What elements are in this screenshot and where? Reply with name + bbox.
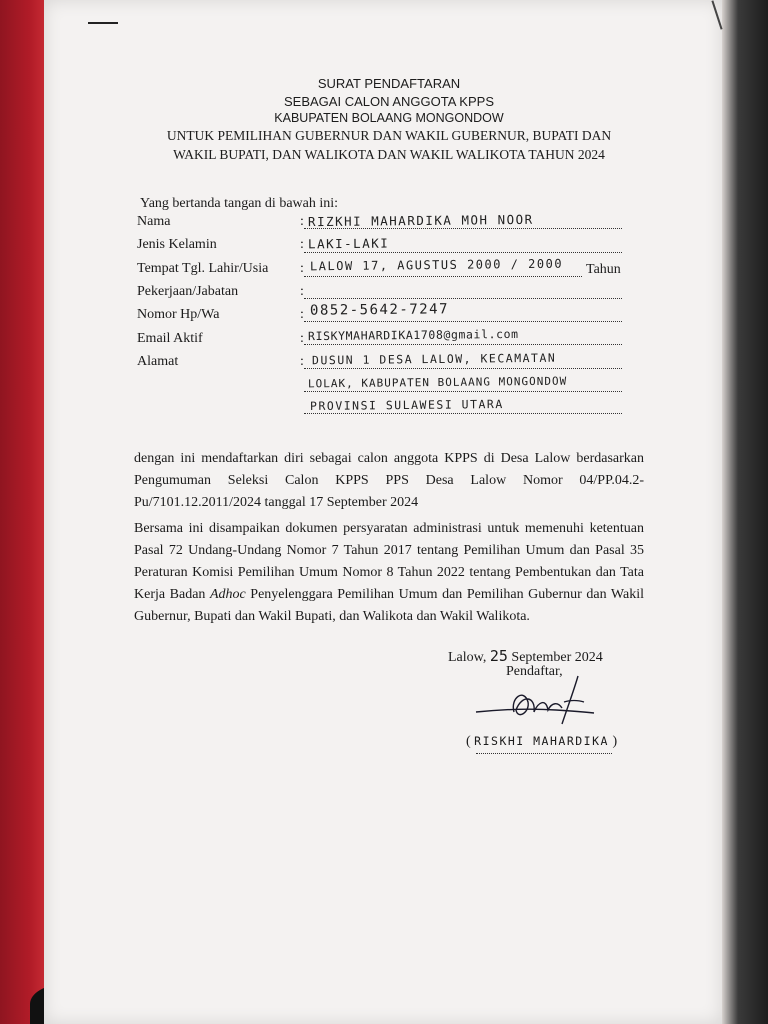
colon: : bbox=[300, 331, 304, 346]
doc-region: KABUPATEN BOLAANG MONGONDOW bbox=[274, 111, 504, 125]
value-alamat-line2: LOLAK, KABUPATEN BOLAANG MONGONDOW bbox=[307, 374, 568, 391]
value-jenis-kelamin: LAKI-LAKI bbox=[307, 235, 390, 252]
registration-paragraph bbox=[134, 448, 644, 514]
paren-open: ( bbox=[466, 734, 471, 749]
documents-paragraph bbox=[134, 518, 644, 628]
colon: : bbox=[300, 307, 304, 322]
dotted-line bbox=[304, 228, 622, 229]
label-nama: Nama bbox=[137, 214, 171, 229]
signer-name bbox=[466, 734, 617, 750]
value-alamat-line3: PROVINSI SULAWESI UTARA bbox=[309, 396, 504, 414]
doc-subtitle: SEBAGAI CALON ANGGOTA KPPS bbox=[284, 94, 494, 109]
signature-image bbox=[466, 672, 606, 732]
documents-text-part1: Bersama ini disampaikan dokumen persyaratan administrasi untuk memenuhi ketentuan Pasal 72 Undang-Undang Nomor 7 Tahun 2017 tentang Pemilihan Umum dan Pasal 35 Peraturan Komisi Pemilihan Umum Nomor 8 Tahun 2022 tentang Pembentukan dan Tata Kerja Badan bbox=[134, 521, 644, 602]
dotted-line bbox=[304, 413, 622, 414]
dotted-line bbox=[304, 344, 622, 345]
dotted-line bbox=[304, 321, 622, 322]
colon: : bbox=[300, 354, 304, 369]
colon: : bbox=[300, 261, 304, 276]
signer-name-handwritten: RISKHI MAHARDIKA bbox=[474, 734, 609, 748]
value-nama: RIZKHI MAHARDIKA MOH NOOR bbox=[307, 211, 534, 230]
doc-election-line1: UNTUK PEMILIHAN GUBERNUR DAN WAKIL GUBERNUR, BUPATI DAN bbox=[166, 128, 612, 143]
documents-text-part2: Penyelenggara Pemilihan Umum dan Pemilihan Gubernur dan Wakil Gubernur, Bupati dan Wakil Bupati, dan Walikota dan Wakil Walikota. bbox=[134, 587, 644, 624]
label-nomor-hp: Nomor Hp/Wa bbox=[137, 307, 220, 322]
adhoc-italic: Adhoc bbox=[209, 587, 246, 602]
registrant-role: Pendaftar, bbox=[506, 664, 563, 679]
intro-text: Yang bertanda tangan di bawah ini: bbox=[140, 196, 339, 211]
label-ttl: Tempat Tgl. Lahir/Usia bbox=[137, 261, 269, 276]
month-year: September 2024 bbox=[511, 650, 603, 665]
documents-text bbox=[134, 518, 644, 628]
registration-text: dengan ini mendaftarkan diri sebagai calon anggota KPPS di Desa Lalow berdasarkan Pengumuman Seleksi Calon KPPS PPS Desa Lalow Nomor 04/PP.04.2-Pu/7101.12.2011/2024 tanggal 17 September 2024 bbox=[134, 451, 644, 510]
paren-close: ) bbox=[612, 734, 618, 749]
colon: : bbox=[300, 284, 304, 299]
place: Lalow, bbox=[448, 650, 487, 665]
binder-edge-left bbox=[0, 0, 44, 1024]
value-ttl: LALOW 17, AGUSTUS 2000 / 2000 bbox=[309, 256, 564, 274]
dotted-line bbox=[304, 368, 622, 369]
value-nomor-hp: 0852-5642-7247 bbox=[309, 301, 450, 319]
dotted-line bbox=[304, 298, 622, 299]
colon: : bbox=[300, 237, 304, 252]
label-email: Email Aktif bbox=[137, 331, 203, 346]
day-handwritten: 25 bbox=[489, 647, 508, 665]
label-alamat: Alamat bbox=[137, 354, 179, 369]
label-jenis-kelamin: Jenis Kelamin bbox=[137, 237, 217, 252]
value-alamat-line1: DUSUN 1 DESA LALOW, KECAMATAN bbox=[311, 350, 557, 368]
dotted-line bbox=[304, 276, 582, 277]
pen-mark bbox=[88, 22, 118, 24]
label-tahun: Tahun bbox=[586, 262, 621, 277]
doc-election-line2: WAKIL BUPATI, DAN WALIKOTA DAN WAKIL WALIKOTA TAHUN 2024 bbox=[173, 147, 605, 162]
label-pekerjaan: Pekerjaan/Jabatan bbox=[137, 284, 239, 299]
colon: : bbox=[300, 214, 304, 229]
dotted-line bbox=[304, 252, 622, 253]
doc-title: SURAT PENDAFTARAN bbox=[317, 76, 461, 91]
signature-line bbox=[476, 753, 612, 754]
value-email: RISKYMAHARDIKA1708@gmail.com bbox=[307, 326, 519, 344]
dotted-line bbox=[304, 391, 622, 392]
